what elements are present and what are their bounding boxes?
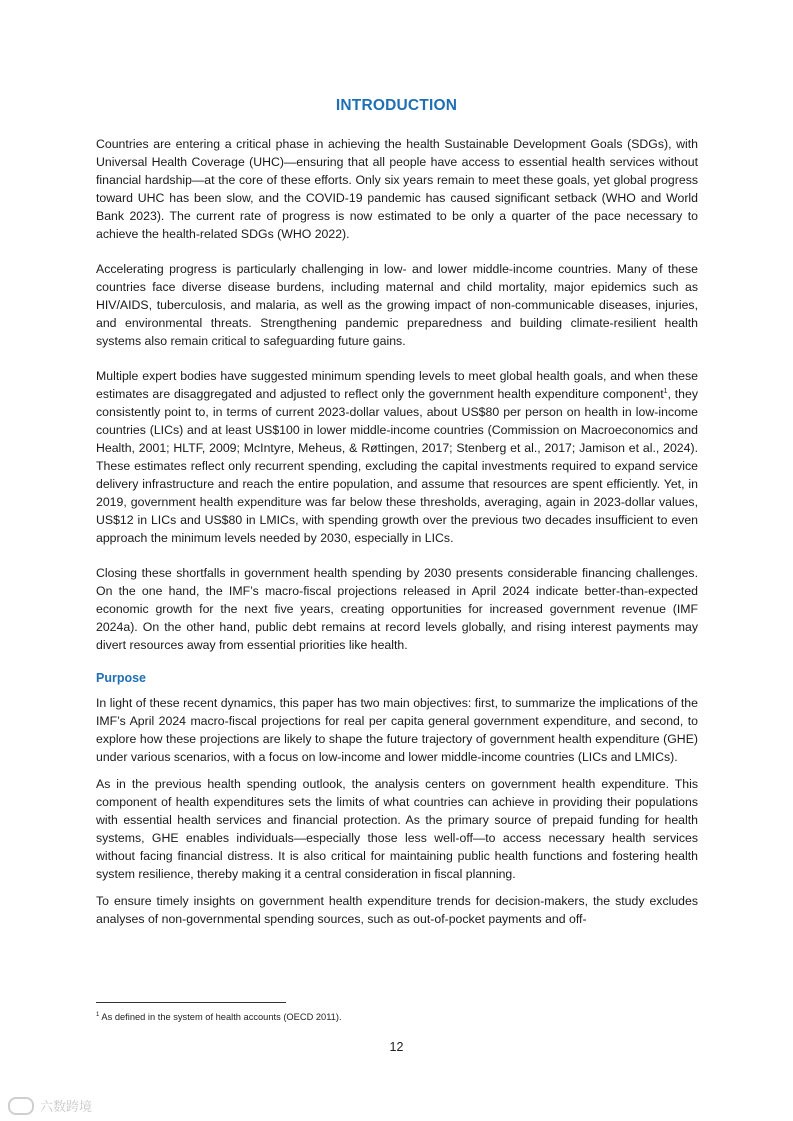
watermark-text: 六数跨境 [40, 1099, 93, 1114]
purpose-paragraph-3: To ensure timely insights on government health expenditure trends for decision-makers, the study excludes analyses of non-governmental spending sources, such as out-of-pocket payments and off- [96, 894, 698, 926]
purpose-paragraph-2: As in the previous health spending outlook, the analysis centers on government health expenditure. This component of health expenditures sets the limits of what countries can achieve in providing their populations with essential health services and financial protection. As the primary source of prepaid funding for health systems, GHE enables individuals—especially those less well-off—to access necessary health services without facing financial distress. It is also critical for maintaining public health functions and fostering health system resilience, thereby making it a central consideration in fiscal planning. [96, 777, 698, 881]
purpose-heading: Purpose [96, 671, 147, 685]
section-title: INTRODUCTION [335, 97, 458, 114]
footnote [96, 1012, 342, 1022]
footnote-reference[interactable]: 1 [663, 387, 668, 395]
paragraph-4: Closing these shortfalls in government health spending by 2030 presents considerable financing challenges. On the one hand, the IMF’s macro-fiscal projections released in April 2024 indicate better-than-expected economic growth for the next five years, creating opportunities for increased government revenue (IMF 2024a). On the other hand, public debt remains at record levels globally, and rising interest payments may divert resources away from essential priorities like health. [96, 566, 698, 652]
watermark-logo-icon [8, 1097, 34, 1115]
purpose-paragraph-1: In light of these recent dynamics, this paper has two main objectives: first, to summarize the implications of the IMF’s April 2024 macro-fiscal projections for real per capita general government expenditure, and second, to explore how these projections are likely to shape the future trajectory of government health expenditure (GHE) under various scenarios, with a focus on low-income and lower middle-income countries (LICs and LMICs). [96, 696, 698, 764]
watermark [8, 1096, 92, 1115]
paragraph-3 [96, 367, 698, 547]
footnote-divider [96, 1002, 286, 1003]
paragraph-3-part-2: , they consistently point to, in terms of current 2023-dollar values, about US$80 per person on health in low-income countries (LICs) and at least US$100 in lower middle-income countries (Commission on Macroeconomics and Health, 2001; HLTF, 2009; McIntyre, Meheus, & Røttingen, 2017; Stenberg et al., 2017; Jamison et al., 2024). These estimates reflect only recurrent spending, excluding the capital investments required to expand service delivery infrastructure and reach the entire population, and assume that resources are spent efficiently. Yet, in 2019, government health expenditure was far below these thresholds, averaging, again in 2023-dollar values, US$12 in LICs and US$80 in LMICs, with spending growth over the previous two decades insufficient to even approach the minimum levels needed by 2030, especially in LICs. [96, 387, 699, 545]
footnote-text: As defined in the system of health accounts (OECD 2011). [99, 1012, 342, 1022]
body-text [96, 135, 698, 945]
paragraph-1: Countries are entering a critical phase in achieving the health Sustainable Development Goals (SDGs), with Universal Health Coverage (UHC)—ensuring that all people have access to essential health services without financial hardship—at the core of these efforts. Only six years remain to meet these goals, yet global progress toward UHC has been slow, and the COVID-19 pandemic has caused significant setback (WHO and World Bank 2023). The current rate of progress is now estimated to be only a quarter of the pace necessary to achieve the health-related SDGs (WHO 2022). [96, 137, 698, 241]
paragraph-2: Accelerating progress is particularly challenging in low- and lower middle-income countries. Many of these countries face diverse disease burdens, including maternal and child mortality, major epidemics such as HIV/AIDS, tuberculosis, and malaria, as well as the growing impact of non-communicable diseases, injuries, and environmental threats. Strengthening pandemic preparedness and building climate-resilient health systems also remain critical to safeguarding future gains. [96, 262, 698, 348]
footnote-number: 1 [96, 1011, 100, 1018]
page-number: 12 [389, 1040, 404, 1054]
paragraph-3-part-1: Multiple expert bodies have suggested minimum spending levels to meet global health goals, and when these estimates are disaggregated and adjusted to reflect only the government health expenditure component [96, 369, 698, 401]
